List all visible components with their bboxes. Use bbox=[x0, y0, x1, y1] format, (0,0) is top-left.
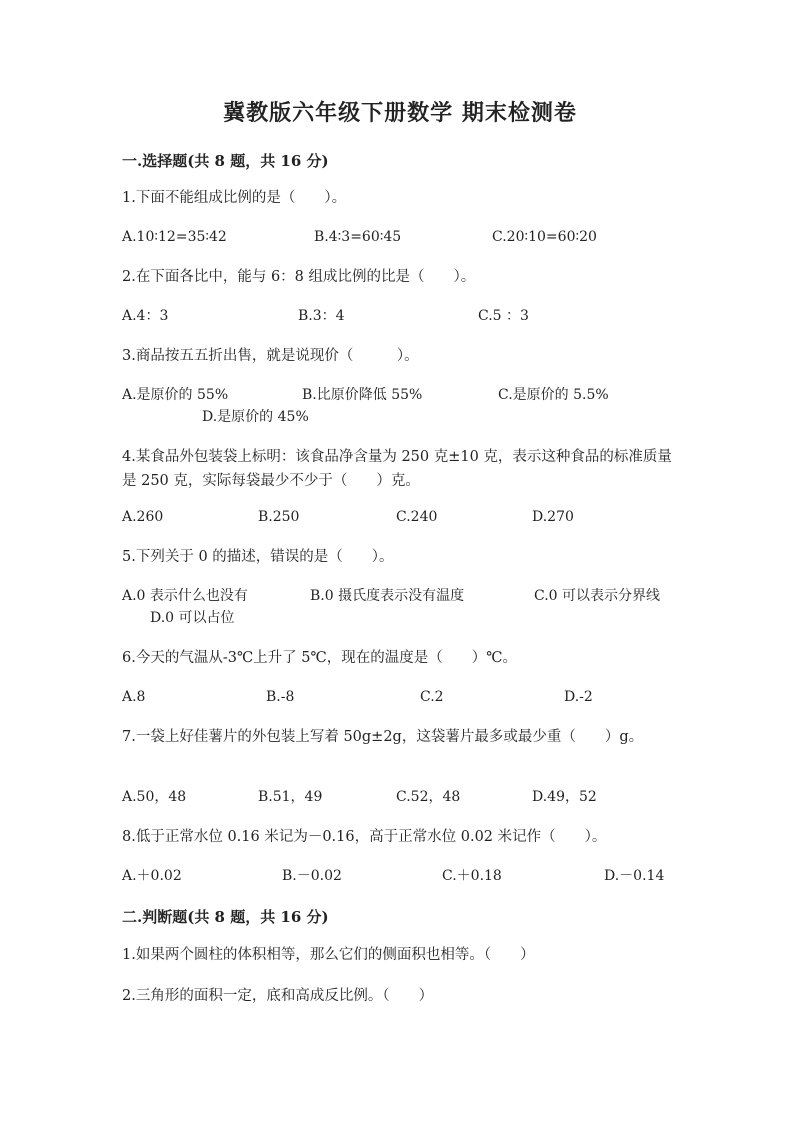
option-a: A.0 表示什么也没有 bbox=[122, 588, 248, 604]
question-2: 2.在下面各比中，能与 6：8 组成比例的比是（ ）。 bbox=[122, 269, 476, 285]
option-a: A.4：3 bbox=[122, 308, 169, 324]
option-c: C.20∶10=60∶20 bbox=[492, 229, 597, 245]
judgement-question-2: 2.三角形的面积一定，底和高成反比例。（ ） bbox=[122, 988, 434, 1004]
option-d: D.270 bbox=[532, 509, 574, 525]
option-a: A.260 bbox=[122, 509, 164, 525]
option-b: B.－0.02 bbox=[282, 868, 342, 884]
question-7-options bbox=[122, 786, 702, 808]
question-4-options bbox=[122, 506, 702, 528]
option-c: C.2 bbox=[420, 689, 444, 705]
judgement-question-1: 1.如果两个圆柱的体积相等，那么它们的侧面积也相等。（ ） bbox=[122, 947, 535, 963]
section-heading-choice: 一.选择题(共 8 题，共 16 分) bbox=[122, 152, 329, 170]
question-5-options-row2 bbox=[122, 607, 702, 629]
question-4: 4.某食品外包装袋上标明：该食品净含量为 250 克±10 克，表示这种食品的标准质量是 250 克，实际每袋最少不少于（ ）克。 bbox=[122, 449, 672, 489]
option-b: B.250 bbox=[258, 509, 300, 525]
question-5: 5.下列关于 0 的描述，错误的是（ ）。 bbox=[122, 549, 394, 565]
option-b: B.51，49 bbox=[258, 789, 323, 805]
option-c: C.5 ：3 bbox=[478, 308, 529, 324]
option-c: C.52，48 bbox=[396, 789, 461, 805]
option-a: A.10∶12=35∶42 bbox=[122, 229, 227, 245]
option-d: D.-2 bbox=[564, 689, 593, 705]
option-c: C.240 bbox=[396, 509, 438, 525]
question-1: 1.下面不能组成比例的是（ ）。 bbox=[122, 190, 347, 206]
option-b: B.4∶3=60∶45 bbox=[314, 229, 402, 245]
option-a: A.50，48 bbox=[122, 789, 187, 805]
option-d: D.49，52 bbox=[532, 789, 597, 805]
question-5-options bbox=[122, 585, 702, 607]
option-d: D.是原价的 45% bbox=[202, 409, 309, 425]
question-7: 7.一袋上好佳薯片的外包装上写着 50g±2g，这袋薯片最多或最少重（ ）g。 bbox=[122, 729, 644, 745]
question-3-options-row2 bbox=[122, 406, 702, 428]
page-title: 冀教版六年级下册数学 期末检测卷 bbox=[223, 100, 577, 126]
option-b: B.3：4 bbox=[298, 308, 345, 324]
option-d: D.－0.14 bbox=[604, 868, 665, 884]
option-c: C.是原价的 5.5% bbox=[498, 387, 609, 403]
section-heading-judgement: 二.判断题(共 8 题，共 16 分) bbox=[122, 908, 329, 926]
option-c: C.＋0.18 bbox=[442, 868, 502, 884]
question-3: 3.商品按五五折出售，就是说现价（ ）。 bbox=[122, 348, 419, 364]
question-8: 8.低于正常水位 0.16 米记为－0.16，高于正常水位 0.02 米记作（ ）。 bbox=[122, 829, 607, 845]
option-b: B.-8 bbox=[266, 689, 295, 705]
option-b: B.0 摄氏度表示没有温度 bbox=[310, 588, 465, 604]
option-c: C.0 可以表示分界线 bbox=[534, 588, 661, 604]
option-b: B.比原价降低 55% bbox=[302, 387, 423, 403]
option-a: A.是原价的 55% bbox=[122, 387, 229, 403]
option-a: A.8 bbox=[122, 689, 146, 705]
question-1-options bbox=[122, 226, 702, 248]
question-6: 6.今天的气温从-3℃上升了 5℃，现在的温度是（ ）℃。 bbox=[122, 650, 517, 666]
question-3-options bbox=[122, 384, 702, 406]
question-2-options bbox=[122, 305, 702, 327]
question-6-options bbox=[122, 686, 702, 708]
option-a: A.＋0.02 bbox=[122, 868, 182, 884]
option-d: D.0 可以占位 bbox=[150, 610, 235, 626]
question-8-options bbox=[122, 865, 702, 887]
